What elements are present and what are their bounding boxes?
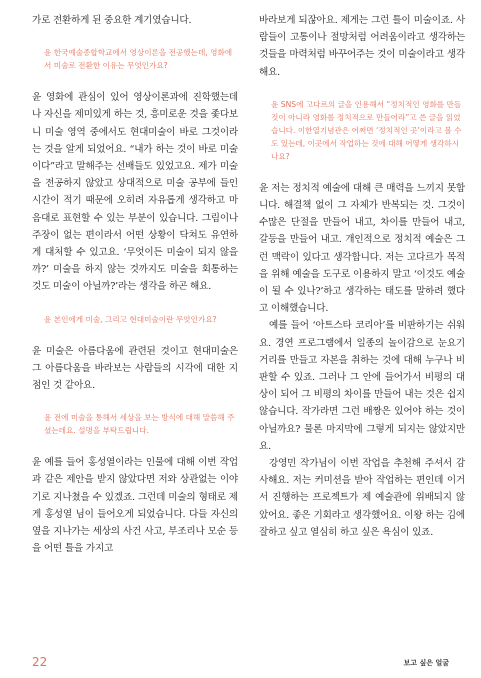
interview-question: 윤 한국예술종합학교에서 영상이론을 전공했는데, 영화에서 미술로 전환한 이유는 무엇인가요? [44, 48, 233, 71]
body-paragraph: 바라보게 되잖아요. 제게는 그런 틀이 미술이죠. 사람들이 고통이나 절망처럼 어려움이라고 생각하는 것들을 마력처럼 바꾸어주는 것이 미술이라고 생각해요. [259, 15, 465, 78]
right-column [259, 12, 465, 541]
body-paragraph: 예를 들어 ‘아트스타 코리아’를 비판하기는 쉬워요. 경연 프로그램에서 일종의 놀이감으로 눈요기 거리를 만들고 자본을 취하는 것에 대해 누구나 비판할 수 있죠. 그러나 그 안에 들어가서 비평의 대상이 되어 그 비평의 차이를 만들어 내는 것은 쉽지 않습니다. 작가라면 그런 배짱은 있어야 하는 것이 아닐까요? 물론 마지막에 그렇게 되지는 않았지만요. [259, 320, 465, 452]
body-paragraph: 가로 전환하게 된 중요한 계기였습니다. [32, 15, 192, 26]
body-paragraph: 강영민 작가님이 이번 작업을 추천해 주셔서 감사해요. 저는 커미션을 받아 작업하는 편인데 이거서 진행하는 프로젝트가 제 예술관에 위배되지 않았어요. 좋은 기회라고 생각했어요. 이왕 하는 김에 잘하고 싶고 열심히 하고 싶은 욕심이 있죠. [259, 458, 465, 538]
page-footer [32, 655, 449, 671]
body-paragraph: 윤 영화에 관심이 있어 영상이론과에 진학했는데 나 자신을 제미있게 하는 것, 흥미로운 것을 좇다보니 미술 영역 중에서도 현대미술이 바로 그것이라는 것을 알게 되었어요. “내가 하는 것이 바로 미술이다”라고 말해주는 선배들도 있었고요. 제가 미술을 전공하지 않았고 상대적으로 미술 공부에 들인 시간이 적기 때문에 오히려 자유롭게 생각하고 마음대로 표현할 수 있는 부분이 있습니다. 그림이나 주장이 없는 편이라서 어떤 상황이 닥쳐도 유연하게 대처할 수 있고요. ‘무엇이든 미술이 되지 않을까?’ 미술을 하지 않는 것까지도 미술을 회통하는 것도 미술이 아닐까?’라는 생각을 하곤 해요. [32, 92, 238, 293]
interview-question: 윤 본인에게 미술, 그리고 현대미술이란 무엇인가요? [44, 314, 217, 324]
page-number: 22 [32, 655, 48, 669]
interview-question: 윤 전에 미술을 통해서 세상을 보는 방식에 대해 말씀해 주셨는데요. 설명을 부탁드립니다. [44, 413, 235, 436]
left-column [32, 12, 238, 557]
running-title: 보고 싶은 얼굴 [403, 659, 449, 667]
body-paragraph: 윤 저는 정치적 예술에 대해 큰 매력을 느끼지 못합니다. 해결책 없이 그 자체가 반복되는 것. 그것이 수많은 단절을 만들어 내고, 차이를 만들어 내고, 갈등을 만들어 내고. 개인적으로 정치적 예술은 그런 맥락이 있다고 생각합니다. 저는 고다르가 목적을 위해 예술을 도구로 이용하지 말고 ‘이것도 예술이 될 수 있나?’하고 생각하는 태도를 말하려 했다고 이해했습니다. [259, 182, 465, 315]
body-paragraph: 윤 예를 들어 홍성열이라는 인물에 대해 이번 작업과 같은 제안을 받지 않았다면 저와 상관없는 이야기로 지나쳤을 수 있겠죠. 그런데 미술의 형태로 제게 홍성열 님이 들어오게 되었습니다. 다들 자신의 옆을 지나가는 세상의 사건 사고, 부조리나 모순 등을 어떤 틀을 가지고 [32, 457, 238, 555]
interview-question: 윤 SNS에 고다르의 글을 인용해서 “정치적인 영화를 만들 것이 아니라 영화를 정치적으로 만들어라”고 쓴 글을 읽었습니다. 이한열기념관은 어쩌면 ‘정치적인 곳’이라고 볼 수도 있는데, 이곳에서 작업하는 것에 대해 어떻게 생각하시나요? [271, 99, 462, 161]
body-paragraph: 윤 미술은 아름다움에 관련된 것이고 현대미술은 그 아름다움을 바라보는 사람들의 시각에 대한 지점인 것 같아요. [32, 345, 238, 392]
